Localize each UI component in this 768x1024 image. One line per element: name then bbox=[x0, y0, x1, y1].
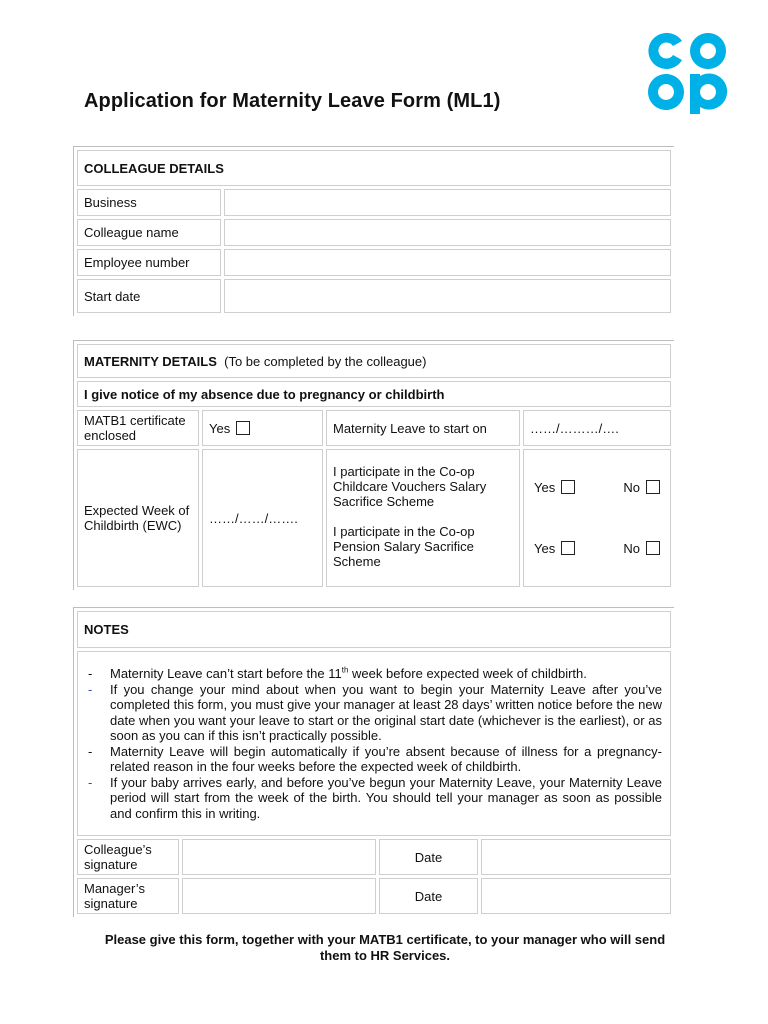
pension-yes-option bbox=[534, 541, 575, 556]
colleague-signature-label: Colleague’s signature bbox=[77, 839, 179, 875]
maternity-details-heading-row bbox=[77, 344, 671, 378]
childcare-scheme-label: I participate in the Co-op Childcare Vouchers Salary Sacrifice Scheme bbox=[333, 464, 487, 509]
childcare-no-option bbox=[623, 480, 660, 495]
pension-yes-checkbox[interactable] bbox=[561, 541, 575, 555]
matb1-yes-label: Yes bbox=[209, 420, 231, 436]
note-text: If you change your mind about when you want to begin your Maternity Leave after you’ve completed this form, you must give your manager at least 28 days’ written notice before the new date when you want your leave to start or the original start date (whichever is the earliest), or as soon as you can if this isn’t practically possible. bbox=[110, 681, 662, 743]
coop-logo bbox=[646, 30, 728, 114]
manager-signature-label: Manager’s signature bbox=[77, 878, 179, 914]
ewc-date[interactable]: ……/……/……. bbox=[202, 449, 323, 587]
note-dash: - bbox=[88, 743, 93, 759]
note-text: If your baby arrives early, and before you’ve begun your Maternity Leave, your Maternity Leave period will start from the week of the birth. You should tell your manager as soon as possible and confirm this in writing. bbox=[110, 774, 662, 821]
note-text: Maternity Leave will begin automatically if you’re absent because of illness for a pregnancy-related reason in the four weeks before the expected week of childbirth. bbox=[110, 743, 662, 774]
note-item bbox=[82, 744, 662, 775]
colleague-date-label: Date bbox=[379, 839, 478, 875]
colleague-date-field[interactable] bbox=[481, 839, 671, 875]
maternity-details-table bbox=[73, 340, 674, 590]
manager-date-field[interactable] bbox=[481, 878, 671, 914]
pension-no-checkbox[interactable] bbox=[646, 541, 660, 555]
start-date-label: Start date bbox=[77, 279, 221, 313]
start-date-field[interactable] bbox=[224, 279, 671, 313]
business-field[interactable] bbox=[224, 189, 671, 216]
pension-options bbox=[530, 541, 664, 556]
childcare-options bbox=[530, 480, 664, 495]
childcare-no-label: No bbox=[623, 480, 640, 495]
colleague-details-heading: COLLEAGUE DETAILS bbox=[77, 150, 671, 186]
pension-scheme-label: I participate in the Co-op Pension Salary Sacrifice Scheme bbox=[333, 524, 475, 569]
schemes-options bbox=[523, 449, 671, 587]
note-dash: - bbox=[88, 681, 93, 697]
notes-body bbox=[77, 651, 671, 836]
pension-yes-label: Yes bbox=[534, 541, 556, 556]
manager-signature-field[interactable] bbox=[182, 878, 376, 914]
childcare-yes-label: Yes bbox=[534, 480, 556, 495]
leave-start-date[interactable]: ……/………/…. bbox=[523, 410, 671, 446]
note-dash: - bbox=[88, 666, 93, 681]
note-text-end: week before expected week of childbirth. bbox=[348, 666, 587, 681]
footer-instructions: Please give this form, together with your MATB1 certificate, to your manager who will send them to HR Services. bbox=[104, 932, 666, 963]
pension-no-option bbox=[623, 541, 660, 556]
leave-start-label: Maternity Leave to start on bbox=[326, 410, 520, 446]
notes-heading: NOTES bbox=[77, 611, 671, 648]
employee-number-label: Employee number bbox=[77, 249, 221, 276]
manager-date-label: Date bbox=[379, 878, 478, 914]
notes-table bbox=[73, 607, 674, 917]
childcare-no-checkbox[interactable] bbox=[646, 480, 660, 494]
employee-number-field[interactable] bbox=[224, 249, 671, 276]
schemes-labels bbox=[326, 449, 520, 587]
maternity-details-heading: MATERNITY DETAILS bbox=[84, 353, 217, 369]
childcare-yes-option bbox=[534, 480, 575, 495]
notice-statement: I give notice of my absence due to pregnancy or childbirth bbox=[77, 381, 671, 407]
note-text: Maternity Leave can’t start before the 11 bbox=[110, 666, 342, 681]
matb1-yes-cell bbox=[202, 410, 323, 446]
note-item bbox=[82, 666, 662, 682]
note-item bbox=[82, 682, 662, 744]
business-label: Business bbox=[77, 189, 221, 216]
notes-list bbox=[82, 666, 662, 821]
note-item bbox=[82, 775, 662, 822]
colleague-name-label: Colleague name bbox=[77, 219, 221, 246]
note-superscript: th bbox=[341, 665, 349, 675]
note-dash: - bbox=[88, 774, 93, 790]
colleague-name-field[interactable] bbox=[224, 219, 671, 246]
colleague-signature-field[interactable] bbox=[182, 839, 376, 875]
childcare-yes-checkbox[interactable] bbox=[561, 480, 575, 494]
matb1-yes-checkbox[interactable] bbox=[236, 421, 250, 435]
ewc-label: Expected Week of Childbirth (EWC) bbox=[77, 449, 199, 587]
matb1-label: MATB1 certificate enclosed bbox=[77, 410, 199, 446]
colleague-details-table bbox=[73, 146, 674, 316]
pension-no-label: No bbox=[623, 541, 640, 556]
page-title: Application for Maternity Leave Form (ML1) bbox=[84, 90, 501, 112]
maternity-details-subheading: (To be completed by the colleague) bbox=[224, 353, 427, 369]
